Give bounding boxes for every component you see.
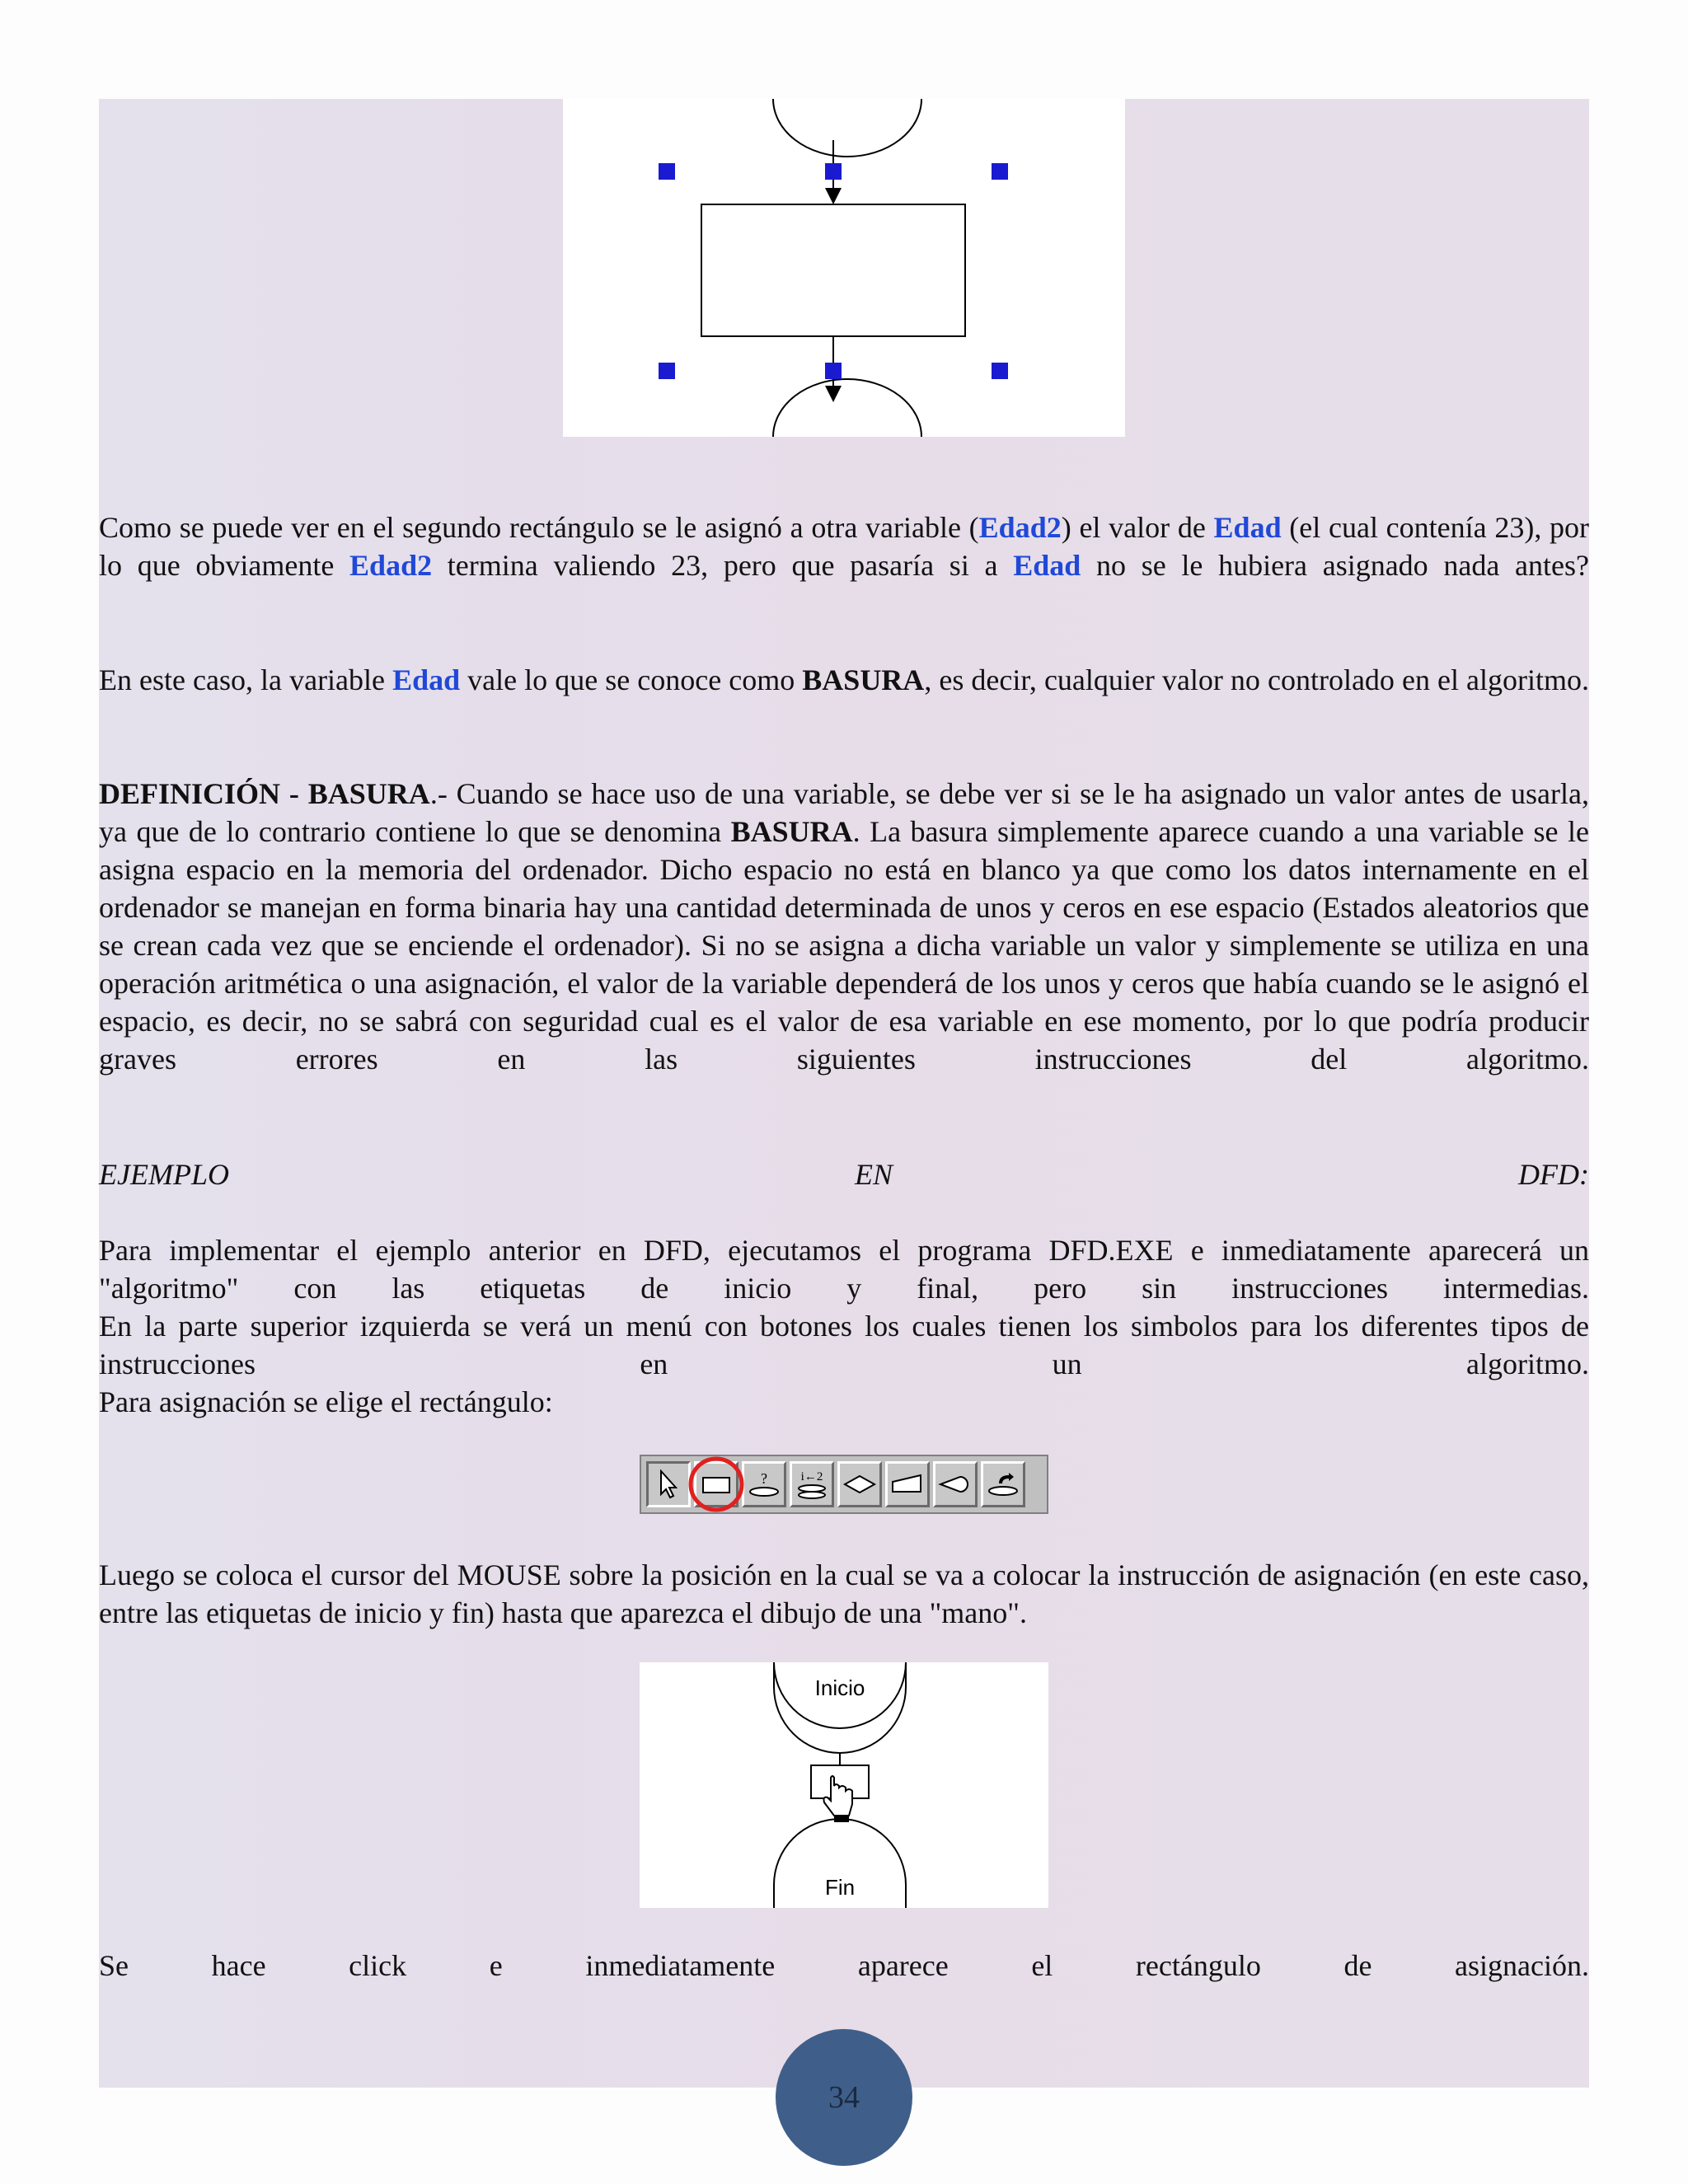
text: , es decir, cualquier valor no controlado en el algoritmo.	[924, 663, 1589, 696]
flowchart-figure-inicio-fin	[640, 1662, 1048, 1908]
flowchart-diagram	[640, 1662, 1048, 1908]
page-number-badge: 34	[776, 2029, 912, 2166]
selection-handle-icon[interactable]	[659, 363, 675, 379]
end-ellipse-top	[773, 379, 921, 437]
call-icon[interactable]	[933, 1461, 978, 1507]
end-label: Fin	[824, 1875, 856, 1900]
paragraph-dfd-intro	[99, 1231, 1589, 1307]
keyword-edad: Edad	[392, 663, 461, 696]
text: . La basura simplemente aparece cuando a una variable se le asigna espacio en la memoria del ordenador. Dicho espacio no está en blanco ya que como los datos internamente en el ordenador se manejan en forma binaria hay una cantidad determinada de unos y ceros en ese espacio (Estados aleatorios que se crean cada vez que se enciende el ordenador). Si no se asigna a dicha variable un valor y simplemente se utiliza en una operación aritmética o una asignación, el valor de la variable dependerá de los unos y ceros que había cuando se le asignó el espacio, es decir, no se sabrá con seguridad cual es el valor de esa variable en ese momento, por lo que podría producir graves errores en las siguientes instrucciones del algoritmo.	[99, 815, 1590, 1076]
definition-term: DEFINICIÓN - BASURA	[99, 777, 430, 810]
selection-handle-icon[interactable]	[992, 363, 1008, 379]
definition-basura	[99, 775, 1589, 1078]
loop-icon[interactable]	[790, 1461, 834, 1507]
keyword-edad2: Edad2	[978, 511, 1062, 544]
text: (el cual contenía 23), por lo que obviamente	[99, 511, 1590, 582]
cursor-arrow-icon[interactable]	[646, 1461, 691, 1507]
output-icon[interactable]	[885, 1461, 930, 1507]
paragraph-click: Se hace click e inmediatamente aparece el rectángulo de asignación.	[99, 1949, 1589, 1982]
loop-glyph: i←2	[800, 1469, 823, 1483]
paragraph-edad2	[99, 509, 1589, 584]
text: En este caso, la variable	[99, 663, 393, 696]
keyword-basura: BASURA	[802, 663, 925, 696]
text: no se le hubiera asignado nada antes?	[1081, 549, 1589, 582]
text: .- Cuando se hace uso de una variable, se debe ver si se le ha asignado un valor antes de usarla, ya que de lo contrario contiene lo que se denomina	[99, 777, 1589, 848]
dfd-toolbar	[640, 1455, 1048, 1514]
selection-handle-icon[interactable]	[992, 163, 1008, 180]
selection-handle-icon[interactable]	[825, 363, 842, 379]
flowchart-diagram	[563, 99, 1125, 437]
start-label: Inicio	[814, 1675, 865, 1700]
start-ellipse-bottom	[773, 99, 921, 157]
text: vale lo que se conoce como	[460, 663, 803, 696]
flowchart-figure-selected-rectangle	[563, 99, 1125, 437]
selection-handle-icon[interactable]	[659, 163, 675, 180]
decision-icon[interactable]	[837, 1461, 882, 1507]
paragraph-choose-rectangle: Para asignación se elige el rectángulo:	[99, 1385, 553, 1418]
keyword-edad: Edad	[1013, 549, 1081, 582]
keyword-edad: Edad	[1213, 511, 1282, 544]
paragraph-mouse-cursor: Luego se coloca el cursor del MOUSE sobre la posición en la cual se va a colocar la instrucción de asignación (en este caso, entre las etiquetas de inicio y fin) hasta que aparezca el dibujo de una "mano".	[99, 1558, 1589, 1629]
text: ) el valor de	[1061, 511, 1214, 544]
arrow-top-icon	[825, 188, 842, 204]
highlight-circle	[687, 1455, 746, 1514]
selection-handle-icon[interactable]	[825, 163, 842, 180]
read-icon[interactable]	[742, 1461, 786, 1507]
example-heading: EJEMPLO EN DFD:	[99, 1158, 1589, 1191]
keyword-basura: BASURA	[730, 815, 853, 848]
end-icon[interactable]	[981, 1461, 1025, 1507]
text: Para implementar el ejemplo anterior en DFD, ejecutamos el programa DFD.EXE e inmediatamente aparecerá un "algoritmo" con las etiquetas de inicio y final, pero sin instrucciones intermedias.	[99, 1234, 1589, 1305]
paragraph-basura-intro	[99, 661, 1589, 699]
read-glyph: ?	[761, 1470, 767, 1487]
keyword-edad2: Edad2	[349, 549, 433, 582]
rectangle-icon[interactable]	[694, 1461, 738, 1507]
assignment-rectangle[interactable]	[701, 204, 965, 336]
paragraph-dfd-menu	[99, 1307, 1589, 1383]
text: termina valiendo 23, pero que pasaría si a	[432, 549, 1014, 582]
text: En la parte superior izquierda se verá un menú con botones los cuales tienen los simbolos para los diferentes tipos de instrucciones en un algoritmo.	[99, 1310, 1589, 1380]
text: Como se puede ver en el segundo rectángulo se le asignó a otra variable (	[99, 511, 979, 544]
arrow-bottom-icon	[825, 386, 842, 402]
